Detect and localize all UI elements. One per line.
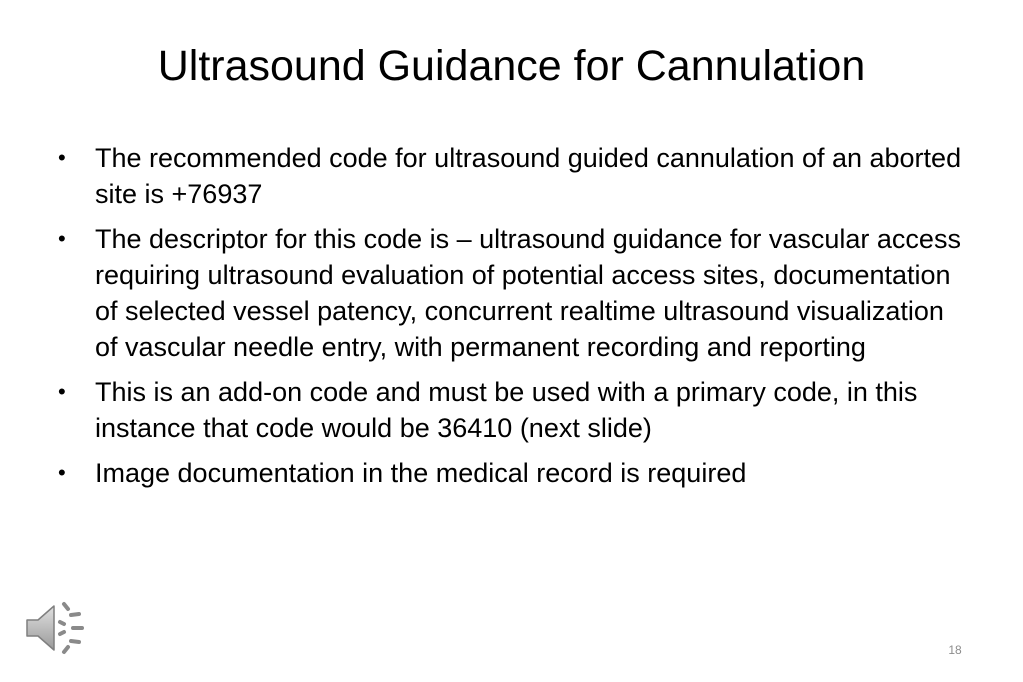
bullet-item <box>58 140 968 212</box>
bullet-item <box>58 221 968 365</box>
bullet-marker: • <box>58 145 66 170</box>
bullet-item <box>58 455 968 491</box>
bullet-text: The recommended code for ultrasound guided cannulation of an aborted site is +76937 <box>95 143 962 209</box>
bullet-text: The descriptor for this code is – ultrasound guidance for vascular access requiring ultrasound evaluation of potential access sites, documentation of selected vessel patency, concurrent realtime ultrasound visualization of vascular needle entry, with permanent recording and reporting <box>95 224 961 362</box>
bullet-text: This is an add-on code and must be used with a primary code, in this instance that code would be 36410 (next slide) <box>95 377 918 443</box>
bullet-item <box>58 374 968 446</box>
bullet-text: Image documentation in the medical record is required <box>95 458 747 488</box>
page-number: 18 <box>948 643 962 657</box>
bullet-marker: • <box>58 460 66 485</box>
bullet-marker: • <box>58 226 66 251</box>
speaker-icon[interactable] <box>24 598 88 658</box>
slide-title: Ultrasound Guidance for Cannulation <box>157 42 866 90</box>
bullet-marker: • <box>58 379 66 404</box>
speaker-icon-graphic <box>24 598 88 658</box>
bullet-list <box>58 140 968 500</box>
